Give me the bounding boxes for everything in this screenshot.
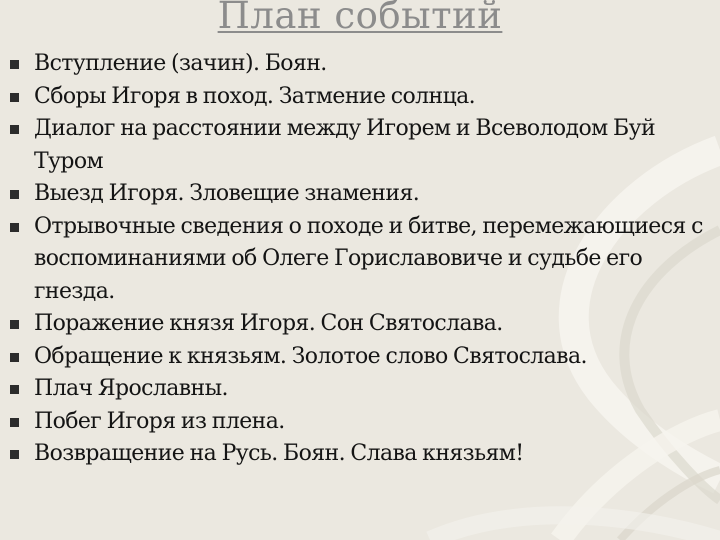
square-bullet-icon xyxy=(10,60,19,69)
list-item-text: Побег Игоря из плена. xyxy=(34,408,285,434)
list-item xyxy=(0,438,720,471)
event-plan-list xyxy=(0,48,720,471)
list-item-text: Вступление (зачин). Боян. xyxy=(34,51,327,76)
list-item-text: Возвращение на Русь. Боян. Слава князьям! xyxy=(34,441,524,466)
list-item-text: Выезд Игоря. Зловещие знамения. xyxy=(34,181,420,206)
square-bullet-icon xyxy=(10,353,19,362)
list-item-text: Плач Ярославны. xyxy=(34,376,228,401)
square-bullet-icon xyxy=(10,223,19,232)
list-item xyxy=(0,211,720,309)
list-item xyxy=(0,406,720,439)
list-item-text: Поражение князя Игоря. Сон Святослава. xyxy=(34,311,503,336)
square-bullet-icon xyxy=(10,125,19,134)
square-bullet-icon xyxy=(10,320,19,329)
list-item-text: Отрывочные сведения о походе и битве, перемежающиеся с воспоминаниями об Олеге Гориславовиче и судьбе его гнезда. xyxy=(34,213,703,304)
list-item xyxy=(0,113,720,178)
list-item xyxy=(0,373,720,406)
list-item-text: Диалог на расстоянии между Игорем и Всеволодом Буй Туром xyxy=(34,116,656,174)
square-bullet-icon xyxy=(10,190,19,199)
list-item xyxy=(0,308,720,341)
square-bullet-icon xyxy=(10,385,19,394)
list-item xyxy=(0,341,720,374)
slide-title: План событий xyxy=(217,0,503,37)
square-bullet-icon xyxy=(10,93,19,102)
list-item xyxy=(0,81,720,114)
list-item-text: Обращение к князьям. Золотое слово Святослава. xyxy=(34,343,587,369)
square-bullet-icon xyxy=(10,418,19,427)
list-item xyxy=(0,178,720,211)
list-item-text: Сборы Игоря в поход. Затмение солнца. xyxy=(34,83,476,109)
list-item xyxy=(0,48,720,81)
square-bullet-icon xyxy=(10,450,19,459)
